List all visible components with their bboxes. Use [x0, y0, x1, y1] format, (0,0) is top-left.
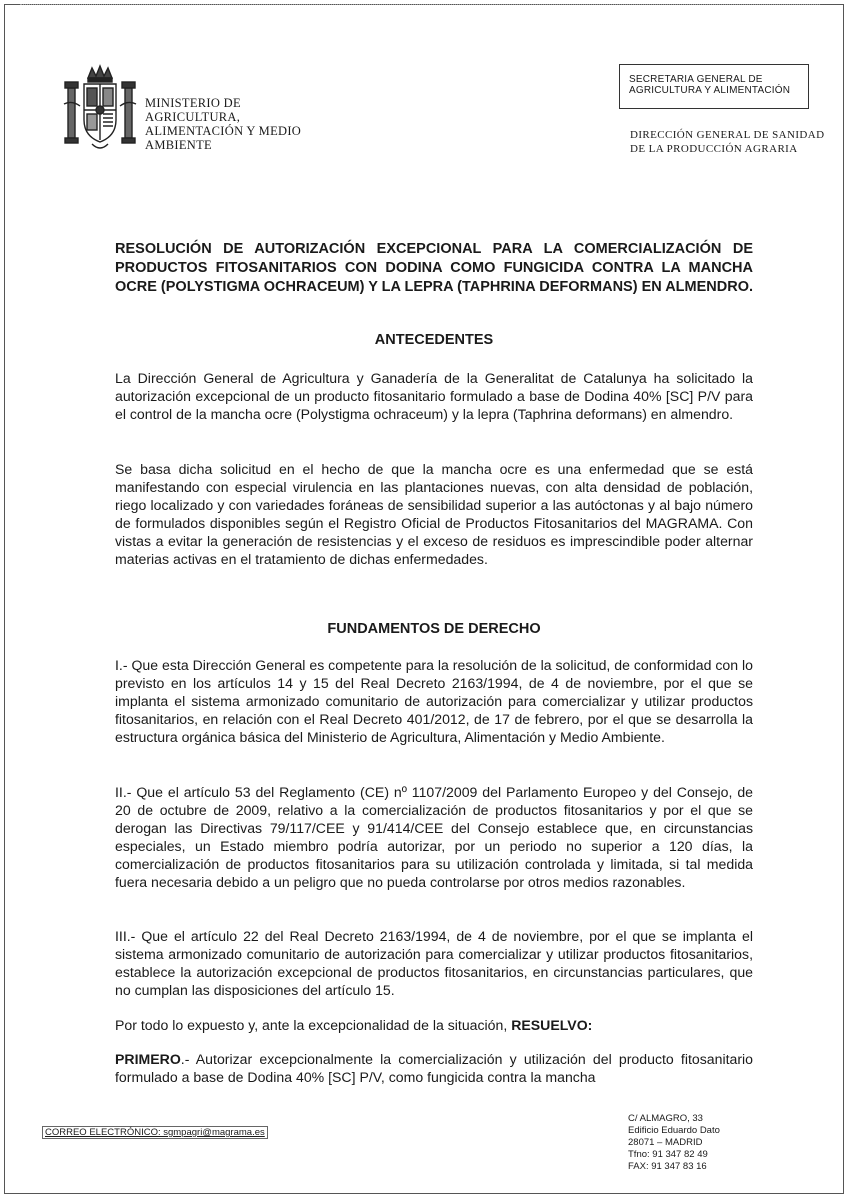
- primero-text: .- Autorizar excepcionalmente la comercialización y utilización del producto fitosanitario formulado a base de Dodina 40% [SC] P/V, como fungicida contra la mancha: [115, 1051, 753, 1085]
- primero-section: [115, 1050, 753, 1086]
- resuelvo-text: Por todo lo expuesto y, ante la excepcionalidad de la situación,: [115, 1017, 512, 1033]
- ministry-line: MINISTERIO DE: [145, 96, 241, 110]
- antecedentes-section-2: [115, 460, 753, 568]
- direccion-line: DE LA PRODUCCIÓN AGRARIA: [630, 143, 798, 155]
- antecedentes-paragraph: La Dirección General de Agricultura y Ganadería de la Generalitat de Catalunya ha solicitado la autorización excepcional de un producto fitosanitario formulado a base de Dodina 40% [SC] P/V para el control de la mancha ocre (Polystigma ochraceum) y la lepra (Taphrina deformans) en almendro.: [115, 370, 753, 422]
- resuelvo-paragraph: [115, 1016, 753, 1034]
- ministry-name: [145, 96, 301, 152]
- direccion-general: [630, 128, 824, 156]
- address-line: Edificio Eduardo Dato: [628, 1125, 720, 1136]
- fundamento-1: [115, 656, 753, 746]
- address-line: C/ ALMAGRO, 33: [628, 1113, 703, 1124]
- ministry-line: AGRICULTURA,: [145, 110, 241, 124]
- resuelvo-keyword: RESUELVO:: [511, 1017, 593, 1033]
- coat-of-arms-icon: [62, 64, 138, 156]
- ministry-line: ALIMENTACIÓN Y MEDIO: [145, 124, 302, 138]
- secretaria-box: [619, 64, 809, 109]
- primero-keyword: PRIMERO: [115, 1051, 181, 1067]
- footer-address: [628, 1113, 720, 1173]
- primero-paragraph: [115, 1050, 753, 1086]
- footer-email: CORREO ELECTRÓNICO: sgmpagri@magrama.es: [42, 1126, 268, 1139]
- antecedentes-section: [115, 369, 753, 423]
- fundamento-2: [115, 783, 753, 891]
- fundamento-paragraph: I.- Que esta Dirección General es competente para la resolución de la solicitud, de conformidad con lo previsto en los artículos 14 y 15 del Real Decreto 2163/1994, de 4 de noviembre, por el que se implanta el sistema armonizado comunitario de autorización para comercializar y utilizar productos fitosanitarios, en relación con el Real Decreto 401/2012, de 17 de febrero, por el que se desarrolla la estructura orgánica básica del Ministerio de Agricultura, Alimentación y Medio Ambiente.: [115, 657, 753, 745]
- ministry-line: AMBIENTE: [145, 138, 212, 152]
- fundamentos-heading: FUNDAMENTOS DE DERECHO: [327, 621, 541, 637]
- scan-edge-artifact: [20, 4, 820, 8]
- fundamento-paragraph: II.- Que el artículo 53 del Reglamento (CE) nº 1107/2009 del Parlamento Europeo y del Consejo, de 20 de octubre de 2009, relativo a la comercialización de productos fitosanitarios y por el que se derogan las Directivas 79/117/CEE y 91/414/CEE del Consejo establece que, en circunstancias especiales, un Estado miembro podría autorizar, por un periodo no superior a 120 días, la comercialización de productos fitosanitarios para su utilización controlada y limitada, si tal medida fuera necesaria debido a un peligro que no pueda controlarse por otros medios razonables.: [115, 784, 753, 890]
- address-line: Tfno: 91 347 82 49: [628, 1149, 708, 1160]
- address-line: 28071 – MADRID: [628, 1137, 703, 1148]
- antecedentes-heading: ANTECEDENTES: [374, 332, 494, 348]
- direccion-line: DIRECCIÓN GENERAL DE SANIDAD: [630, 129, 825, 141]
- fundamento-3: [115, 927, 753, 999]
- secretaria-line: SECRETARIA GENERAL DE: [629, 74, 763, 85]
- fundamento-paragraph: III.- Que el artículo 22 del Real Decreto 2163/1994, de 4 de noviembre, por el que se implanta el sistema armonizado comunitario de autorización para comercializar y utilizar productos fitosanitarios, establece la autorización excepcional de productos fitosanitarios, en circunstancias particulares, que no cumplan las disposiciones del artículo 15.: [115, 928, 753, 998]
- antecedentes-paragraph: Se basa dicha solicitud en el hecho de que la mancha ocre es una enfermedad que se está manifestando con especial virulencia en las plantaciones nuevas, con alta densidad de población, riego localizado y con variedades foráneas de sensibilidad superior a las autóctonas y al bajo número de formulados disponibles según el Registro Oficial de Productos Fitosanitarios del MAGRAMA. Con vistas a evitar la generación de resistencias y el exceso de residuos es imprescindible poder alternar materias activas en el tratamiento de dichas enfermedades.: [115, 461, 753, 567]
- resuelvo-line: [115, 1016, 753, 1034]
- address-line: FAX: 91 347 83 16: [628, 1161, 707, 1172]
- document-title: RESOLUCIÓN DE AUTORIZACIÓN EXCEPCIONAL PARA LA COMERCIALIZACIÓN DE PRODUCTOS FITOSANITARIOS CON DODINA COMO FUNGICIDA CONTRA LA MANCHA OCRE (POLYSTIGMA OCHRACEUM) Y LA LEPRA (TAPHRINA DEFORMANS) EN ALMENDRO.: [115, 241, 754, 295]
- secretaria-line: AGRICULTURA Y ALIMENTACIÓN: [629, 85, 791, 96]
